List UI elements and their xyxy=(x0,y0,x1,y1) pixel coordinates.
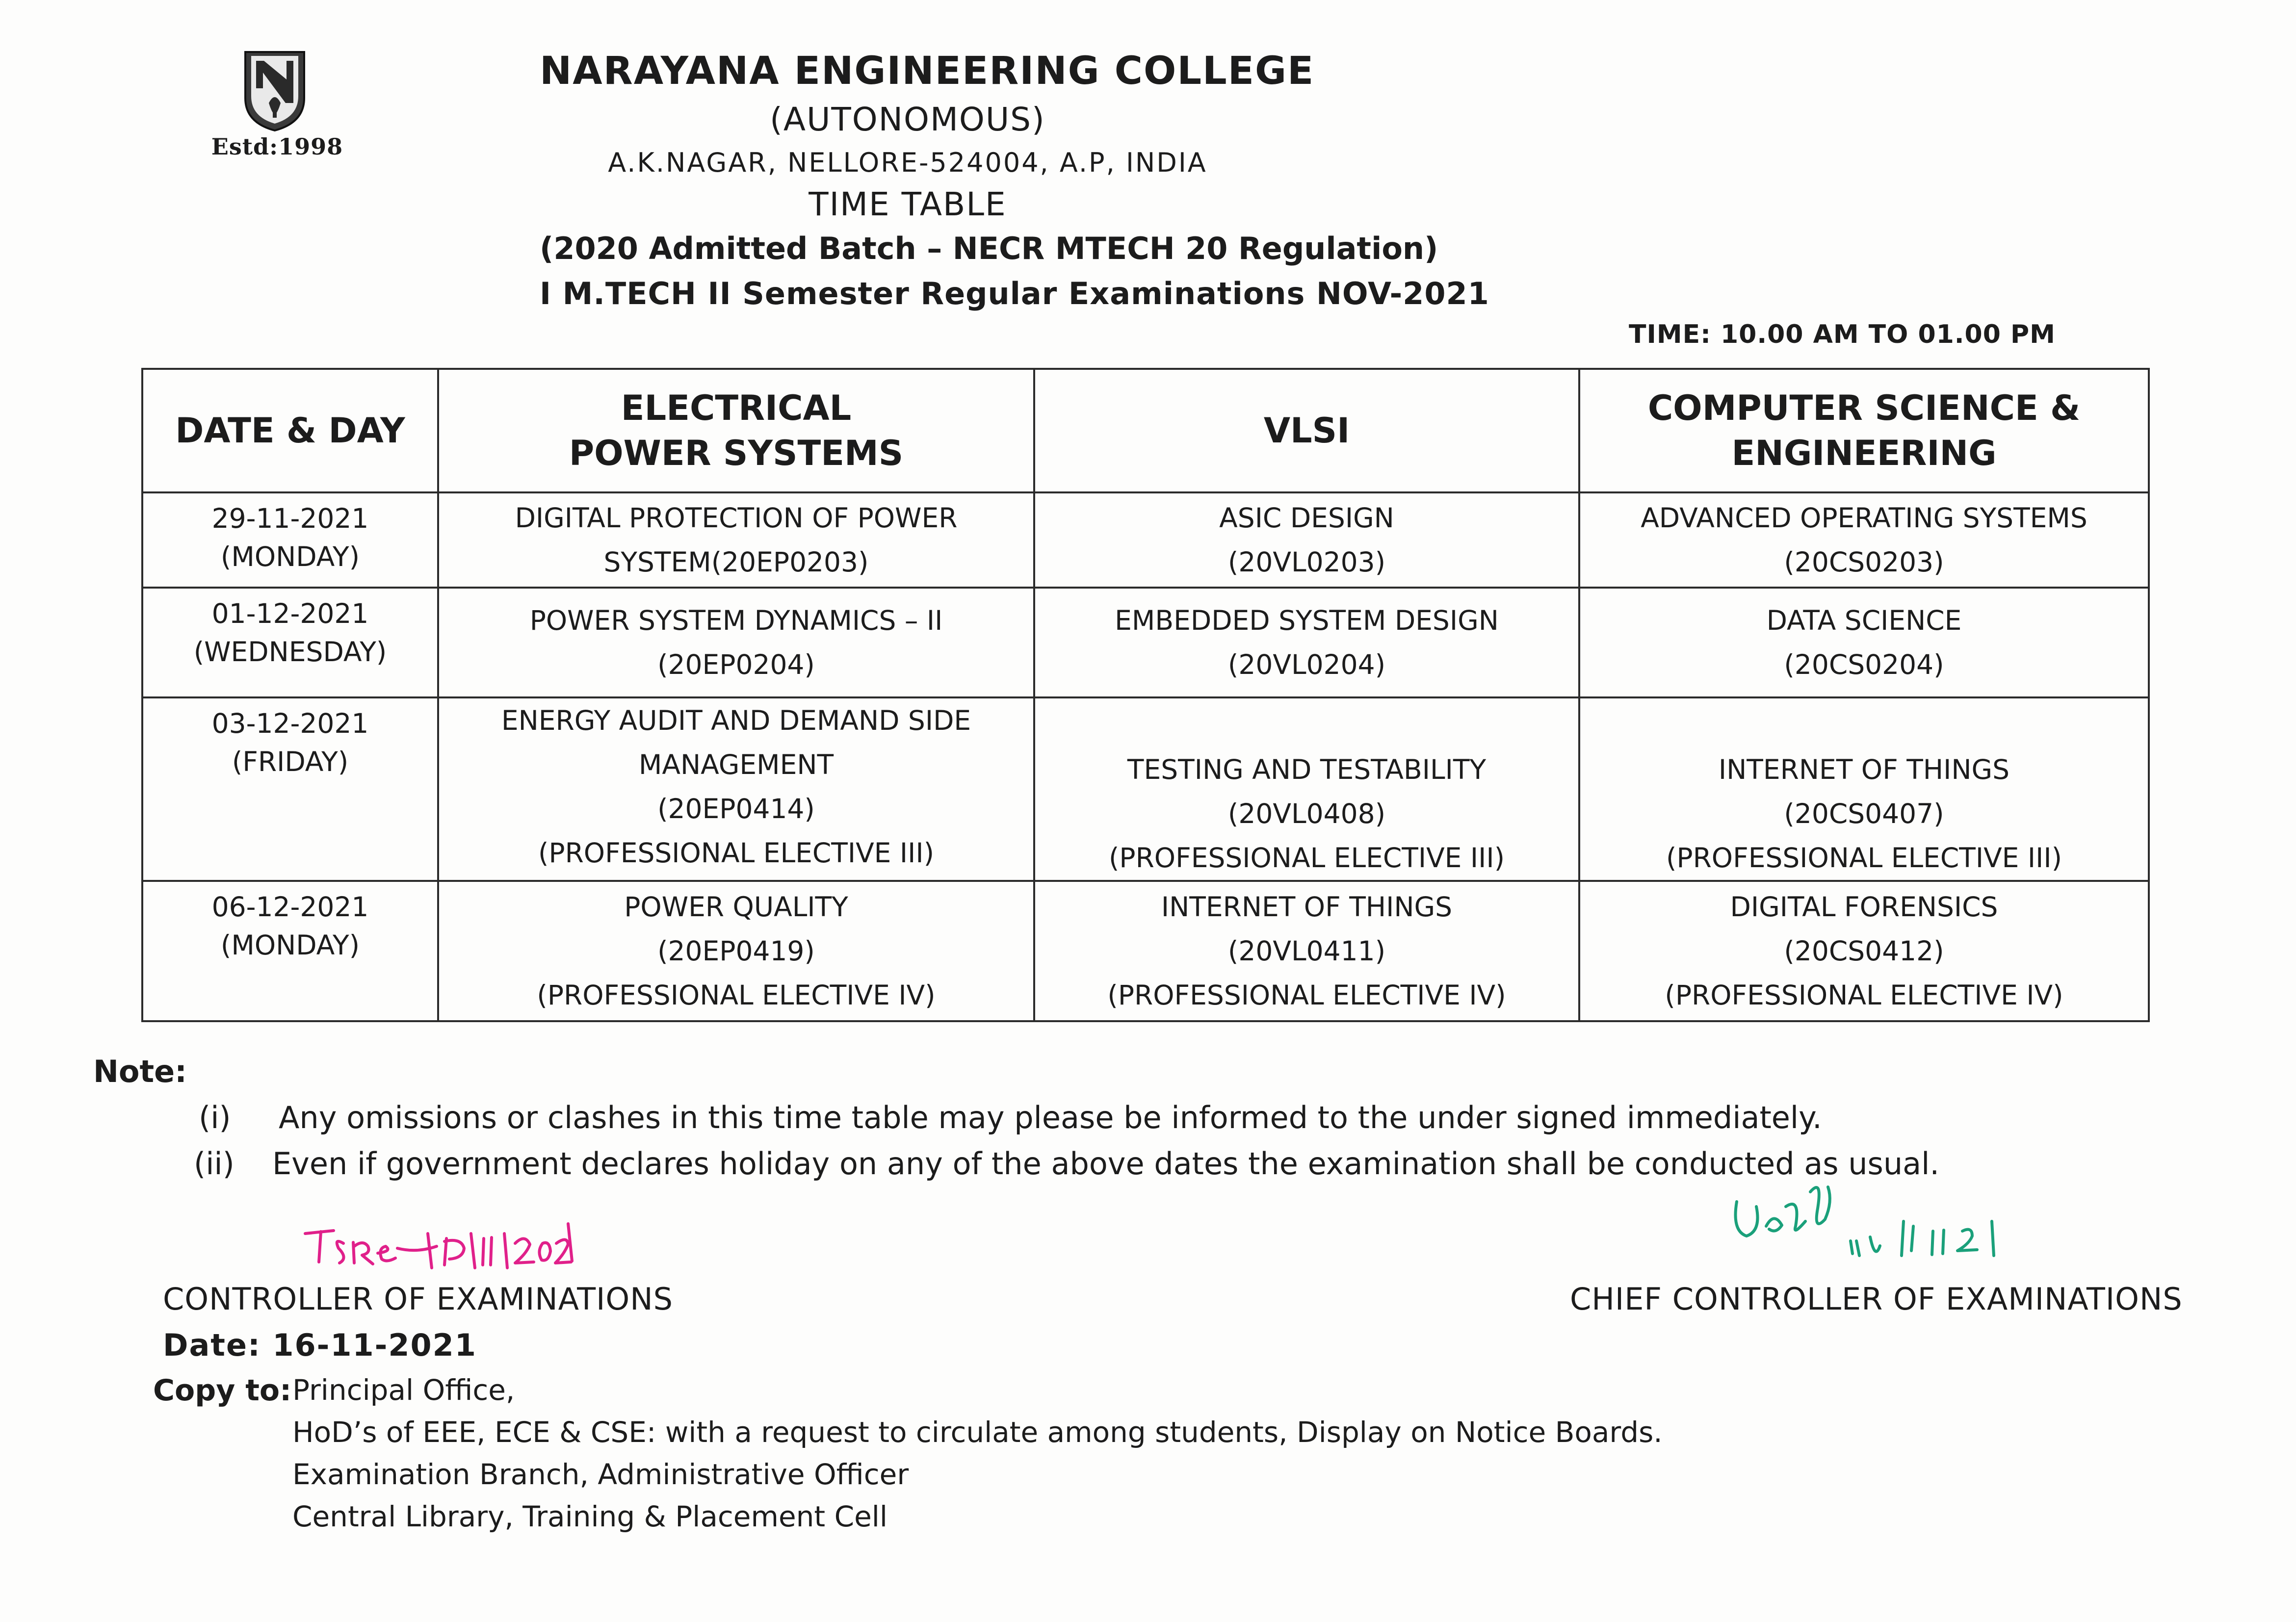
subject-line: (20VL0408) xyxy=(1227,798,1386,829)
subject-line: (20CS0204) xyxy=(1784,649,1944,680)
page-title: TIME TABLE xyxy=(809,185,1007,223)
header-eps xyxy=(438,369,1034,492)
exam-time: TIME: 10.00 AM TO 01.00 PM xyxy=(1629,320,2056,349)
subject-line: (20CS0412) xyxy=(1784,935,1944,967)
cse-subject-cell xyxy=(1579,492,2149,588)
copy-to-line: Central Library, Training & Placement Cell xyxy=(292,1500,887,1533)
note-number: (i) xyxy=(199,1100,231,1135)
subject-line: POWER QUALITY xyxy=(624,891,848,923)
header-cse xyxy=(1579,369,2149,492)
subject-line: MANAGEMENT xyxy=(638,749,834,780)
exam-date: 01-12-2021 xyxy=(211,598,369,629)
subject-line: (20VL0204) xyxy=(1227,649,1386,680)
eps-subject-cell xyxy=(438,697,1034,881)
subject-line: (20CS0407) xyxy=(1784,798,1944,829)
copy-to-line: Examination Branch, Administrative Officer xyxy=(292,1458,909,1491)
exam-day: (MONDAY) xyxy=(220,541,360,572)
subject-line: (PROFESSIONAL ELECTIVE III) xyxy=(538,837,935,869)
subject-line: DATA SCIENCE xyxy=(1766,605,1962,636)
note-text: Any omissions or clashes in this time table may please be informed to the under signed immediately. xyxy=(279,1100,1822,1135)
subject-line: (20VL0411) xyxy=(1227,935,1386,967)
subject-line: INTERNET OF THINGS xyxy=(1161,891,1453,923)
exam-day: (MONDAY) xyxy=(220,929,360,961)
exam-subtitle: I M.TECH II Semester Regular Examinations NOV-2021 xyxy=(540,276,1489,311)
subject-line: TESTING AND TESTABILITY xyxy=(1127,754,1487,785)
header-cse-line: COMPUTER SCIENCE & xyxy=(1647,388,2081,428)
cse-subject-cell xyxy=(1579,588,2149,697)
timetable xyxy=(141,368,2150,1022)
subject-line: (PROFESSIONAL ELECTIVE IV) xyxy=(1665,979,2063,1011)
header-eps-line: ELECTRICAL xyxy=(621,388,852,428)
issue-date: Date: 16-11-2021 xyxy=(163,1327,477,1363)
vlsi-subject-cell xyxy=(1034,881,1579,1021)
date-cell xyxy=(142,492,438,588)
cse-subject-cell xyxy=(1579,881,2149,1021)
note-heading: Note: xyxy=(93,1054,187,1089)
subject-line: POWER SYSTEM DYNAMICS – II xyxy=(529,605,943,636)
subject-line: DIGITAL FORENSICS xyxy=(1730,891,1998,923)
subject-line: SYSTEM(20EP0203) xyxy=(603,546,869,578)
autonomous-label: (AUTONOMOUS) xyxy=(770,101,1045,138)
chief-controller-signature-icon xyxy=(1727,1172,2061,1285)
header-date-day: DATE & DAY xyxy=(142,369,438,492)
copy-to-line: Principal Office, xyxy=(292,1373,515,1407)
controller-signature-icon xyxy=(299,1214,574,1278)
exam-date: 06-12-2021 xyxy=(211,891,369,923)
batch-subtitle: (2020 Admitted Batch – NECR MTECH 20 Regulation) xyxy=(540,231,1438,266)
subject-line: (PROFESSIONAL ELECTIVE III) xyxy=(1108,842,1505,874)
subject-line: (20EP0414) xyxy=(657,793,815,824)
header-eps-line: POWER SYSTEMS xyxy=(569,433,904,473)
table-row xyxy=(142,697,2149,881)
subject-line: (20VL0203) xyxy=(1227,546,1386,578)
exam-day: (WEDNESDAY) xyxy=(193,636,387,668)
header-cse-line: ENGINEERING xyxy=(1731,433,1997,473)
eps-subject-cell xyxy=(438,588,1034,697)
table-row xyxy=(142,881,2149,1021)
cse-subject-cell xyxy=(1579,697,2149,881)
subject-line: (PROFESSIONAL ELECTIVE IV) xyxy=(537,979,936,1011)
date-cell xyxy=(142,881,438,1021)
copy-to-label: Copy to: xyxy=(153,1373,292,1408)
subject-line: (PROFESSIONAL ELECTIVE IV) xyxy=(1107,979,1506,1011)
subject-line: EMBEDDED SYSTEM DESIGN xyxy=(1115,605,1499,636)
college-name: NARAYANA ENGINEERING COLLEGE xyxy=(540,49,1315,93)
subject-line: (20EP0204) xyxy=(657,649,815,680)
subject-line: DIGITAL PROTECTION OF POWER xyxy=(515,502,958,534)
table-header-row xyxy=(142,369,2149,492)
subject-line: (20EP0419) xyxy=(657,935,815,967)
date-cell xyxy=(142,588,438,697)
chief-controller-title: CHIEF CONTROLLER OF EXAMINATIONS xyxy=(1570,1281,2183,1317)
vlsi-subject-cell xyxy=(1034,588,1579,697)
exam-date: 29-11-2021 xyxy=(211,503,369,534)
note-number: (ii) xyxy=(194,1146,235,1182)
subject-line: ASIC DESIGN xyxy=(1219,502,1394,534)
copy-to-line: HoD’s of EEE, ECE & CSE: with a request to circulate among students, Display on Notice Boards. xyxy=(292,1416,1663,1449)
vlsi-subject-cell xyxy=(1034,492,1579,588)
subject-line: ENERGY AUDIT AND DEMAND SIDE xyxy=(501,705,971,736)
header-vlsi: VLSI xyxy=(1034,369,1579,492)
date-cell xyxy=(142,697,438,881)
eps-subject-cell xyxy=(438,492,1034,588)
table-row xyxy=(142,492,2149,588)
exam-day: (FRIDAY) xyxy=(232,746,349,777)
exam-date: 03-12-2021 xyxy=(211,708,369,739)
table-row xyxy=(142,588,2149,697)
subject-line: (PROFESSIONAL ELECTIVE III) xyxy=(1666,842,2062,874)
vlsi-subject-cell xyxy=(1034,697,1579,881)
college-address: A.K.NAGAR, NELLORE-524004, A.P, INDIA xyxy=(608,147,1207,178)
subject-line: ADVANCED OPERATING SYSTEMS xyxy=(1641,502,2087,534)
subject-line: INTERNET OF THINGS xyxy=(1718,754,2010,785)
eps-subject-cell xyxy=(438,881,1034,1021)
controller-title: CONTROLLER OF EXAMINATIONS xyxy=(163,1281,673,1317)
note-text: Even if government declares holiday on any of the above dates the examination shall be conducted as usual. xyxy=(272,1146,1940,1182)
college-logo-icon xyxy=(242,49,307,132)
subject-line: (20CS0203) xyxy=(1784,546,1944,578)
estd-label: Estd:1998 xyxy=(211,133,343,160)
